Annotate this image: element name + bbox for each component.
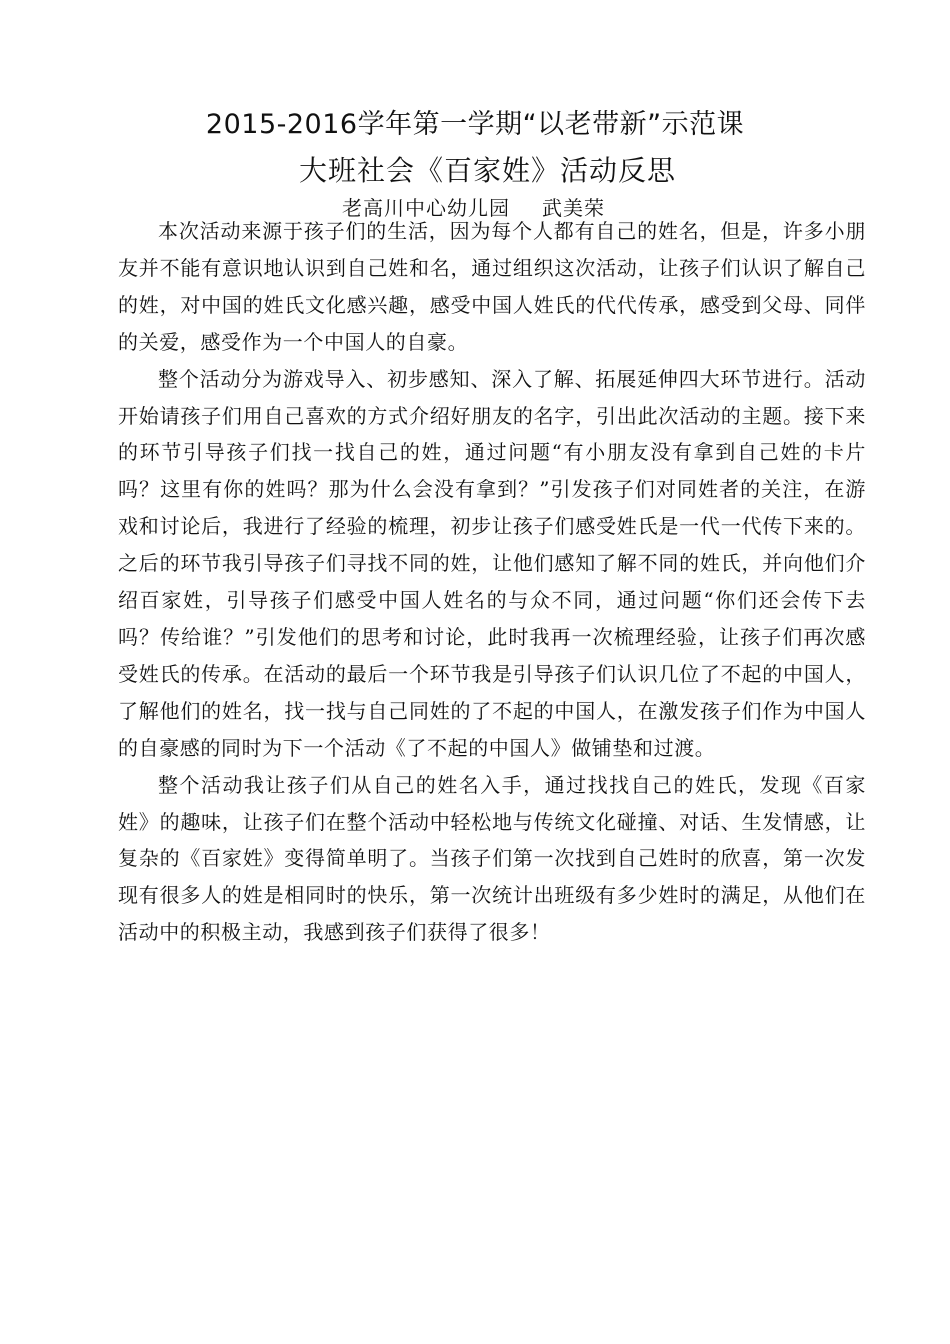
body-paragraph-1: 本次活动来源于孩子们的生活，因为每个人都有自己的姓名，但是，许多小朋友并不能有意识地认识到自己姓和名，通过组织这次活动，让孩子们认识了解自己的姓，对中国的姓氏文化感兴趣，感受中国人姓氏的代代传承，感受到父母、同伴的关爱，感受作为一个中国人的自豪。 xyxy=(118,219,866,354)
document-title-line-2: 大班社会《百家姓》活动反思 xyxy=(298,154,676,187)
document-body xyxy=(118,213,866,951)
author-name: 武美荣 xyxy=(542,196,605,220)
body-paragraph-2: 整个活动分为游戏导入、初步感知、深入了解、拓展延伸四大环节进行。活动开始请孩子们用自己喜欢的方式介绍好朋友的名字，引出此次活动的主题。接下来的环节引导孩子们找一找自己的姓，通过问题“有小朋友没有拿到自己姓的卡片吗？这里有你的姓吗？那为什么会没有拿到？”引发孩子们对同姓者的关注，在游戏和讨论后，我进行了经验的梳理，初步让孩子们感受姓氏是一代一代传下来的。之后的环节我引导孩子们寻找不同的姓，让他们感知了解不同的姓氏，并向他们介绍百家姓，引导孩子们感受中国人姓名的与众不同，通过问题“你们还会传下去吗？传给谁？”引发他们的思考和讨论，此时我再一次梳理经验，让孩子们再次感受姓氏的传承。在活动的最后一个环节我是引导孩子们认识几位了不起的中国人，了解他们的姓名，找一找与自己同姓的了不起的中国人，在激发孩子们作为中国人的自豪感的同时为下一个活动《了不起的中国人》做铺垫和过渡。 xyxy=(118,366,866,760)
body-paragraph-3: 整个活动我让孩子们从自己的姓名入手，通过找找自己的姓氏，发现《百家姓》的趣味，让孩子们在整个活动中轻松地与传统文化碰撞、对话、生发情感，让复杂的《百家姓》变得简单明了。当孩子们第一次找到自己姓时的欣喜，第一次发现有很多人的姓是相同时的快乐，第一次统计出班级有多少姓时的满足，从他们在活动中的积极主动，我感到孩子们获得了很多！ xyxy=(118,772,866,945)
document-title-line-1: 2015-2016学年第一学期“以老带新”示范课 xyxy=(205,109,745,140)
school-name: 老高川中心幼儿园 xyxy=(342,196,510,220)
